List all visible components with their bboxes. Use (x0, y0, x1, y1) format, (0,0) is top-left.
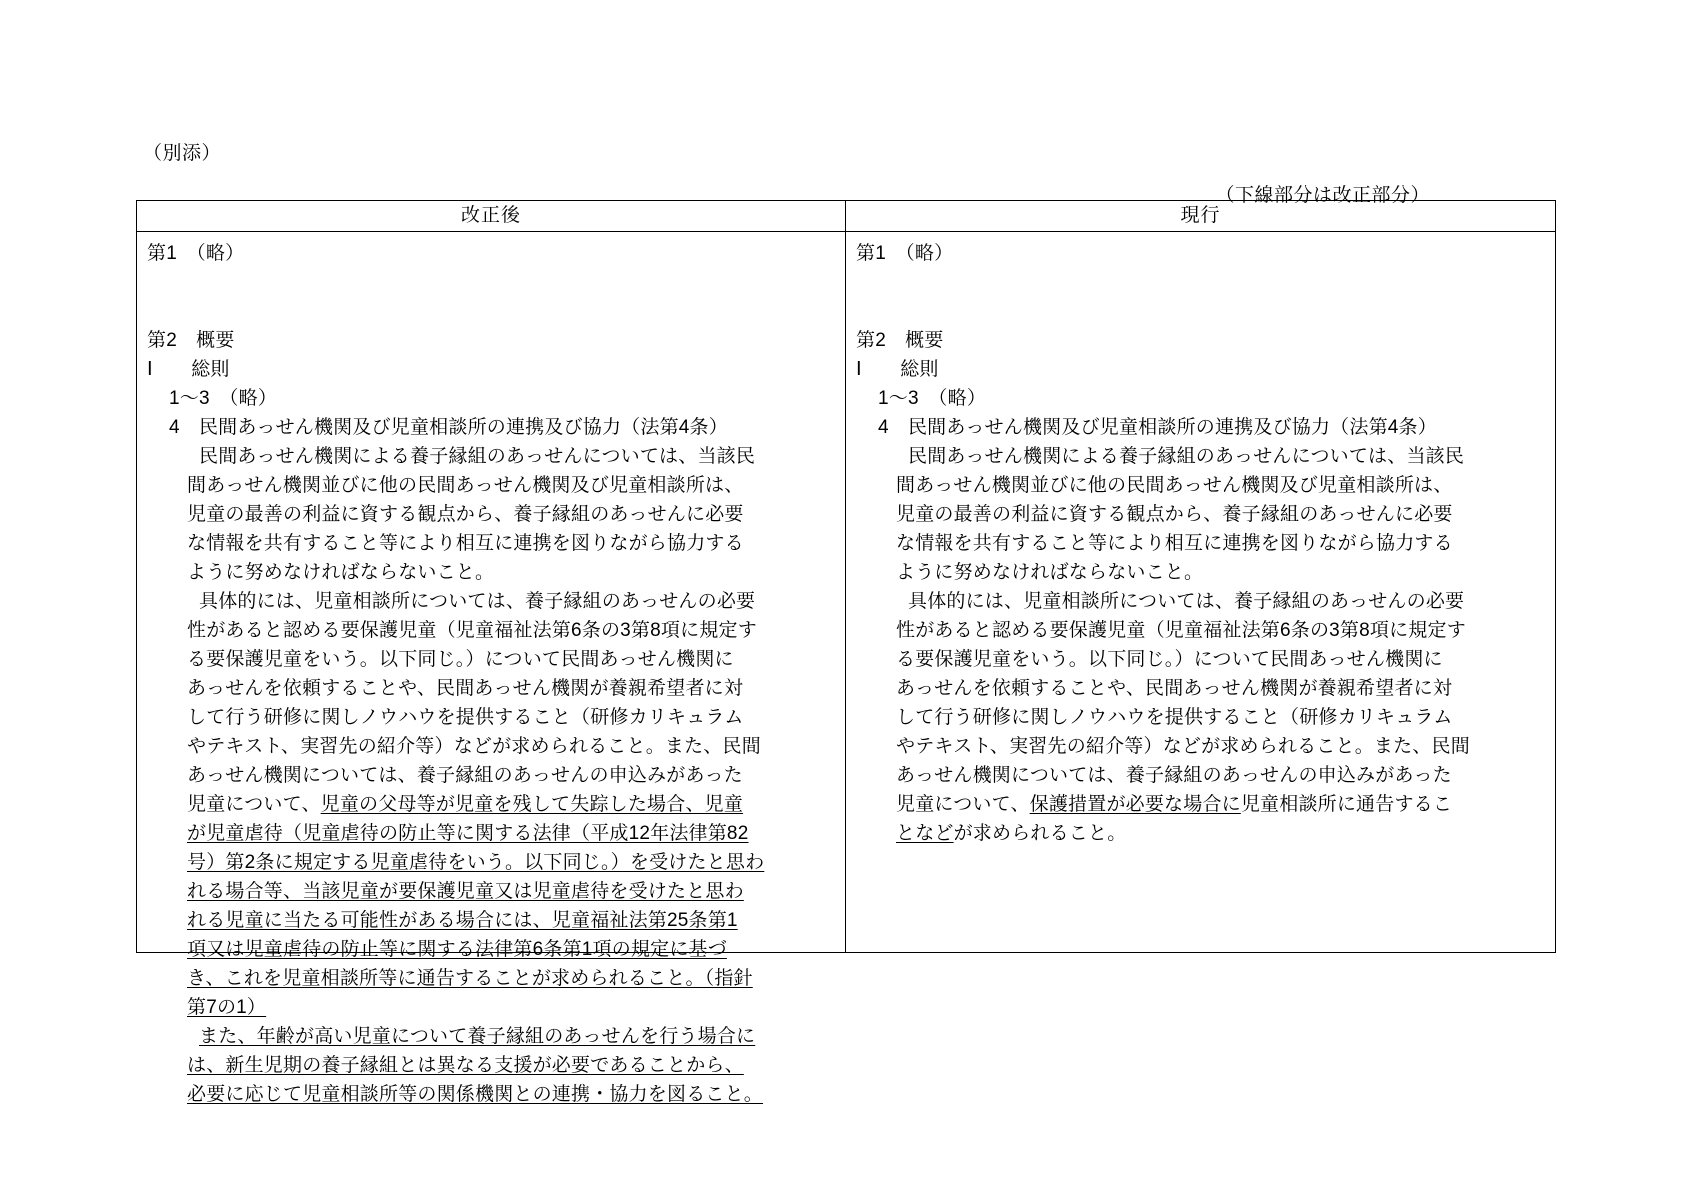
text-run: あっせん機関については、養子縁組のあっせんの申込みがあった (896, 765, 1452, 786)
text-line (147, 239, 835, 268)
text-run: 1〜3 （略） (878, 388, 987, 409)
text-line (147, 616, 835, 645)
table-row (137, 232, 1556, 953)
text-line (856, 297, 1545, 326)
text-run: 4 民間あっせん機関及び児童相談所の連携及び協力（法第4条） (878, 417, 1437, 438)
text-line (147, 674, 835, 703)
text-line (147, 993, 835, 1022)
text-run: 第1 （略） (856, 243, 954, 264)
text-run: 第2 概要 (147, 330, 235, 351)
text-run: ように努めなければならないこと。 (896, 562, 1204, 583)
text-run: ように努めなければならないこと。 (187, 562, 495, 583)
text-run: な情報を共有すること等により相互に連携を図りながら協力する (896, 533, 1453, 554)
text-run-underlined: 保護措置が必要な場合に (1029, 794, 1241, 815)
text-line (856, 703, 1545, 732)
text-run: あっせん機関については、養子縁組のあっせんの申込みがあった (187, 765, 743, 786)
text-run: れる児童に当たる可能性がある場合には、児童福祉法第25条第1 (187, 910, 738, 931)
text-line (856, 500, 1545, 529)
text-run: 児童の最善の利益に資する観点から、養子縁組のあっせんに必要 (896, 504, 1453, 525)
text-line (856, 355, 1545, 384)
text-line (147, 268, 835, 297)
text-run: 児童について、 (896, 794, 1030, 815)
text-run: が児童虐待（児童虐待の防止等に関する法律（平成12年法律第82 (187, 823, 749, 844)
text-line (856, 761, 1545, 790)
text-line (856, 645, 1545, 674)
text-line (147, 645, 835, 674)
text-line (147, 558, 835, 587)
text-run: また、年齢が高い児童について養子縁組のあっせんを行う場合に (199, 1026, 756, 1047)
text-run: 性があると認める要保護児童（児童福祉法第6条の3第8項に規定す (896, 620, 1466, 641)
text-run: あっせんを依頼することや、民間あっせん機関が養親希望者に対 (187, 678, 744, 699)
text-run: 必要に応じて児童相談所等の関係機関との連携・協力を図ること。 (187, 1084, 764, 1105)
text-line (147, 819, 835, 848)
text-line (147, 761, 835, 790)
text-line (147, 413, 835, 442)
current-text-body (846, 232, 1555, 952)
column-header-revised: 改正後 (137, 201, 846, 232)
text-run: 4 民間あっせん機関及び児童相談所の連携及び協力（法第4条） (169, 417, 728, 438)
text-line (147, 529, 835, 558)
text-run: 間あっせん機関並びに他の民間あっせん機関及び児童相談所は、 (896, 475, 1453, 496)
cell-revised (137, 232, 846, 1105)
text-line (856, 616, 1545, 645)
text-run: 具体的には、児童相談所については、養子縁組のあっせんの必要 (199, 591, 756, 612)
text-run: 具体的には、児童相談所については、養子縁組のあっせんの必要 (908, 591, 1465, 612)
text-line (856, 674, 1545, 703)
attachment-label: （別添） (143, 143, 222, 164)
text-line (147, 1022, 835, 1051)
text-line (147, 877, 835, 906)
text-line (856, 239, 1545, 268)
text-run: 第1 （略） (147, 243, 245, 264)
text-run: な情報を共有すること等により相互に連携を図りながら協力する (187, 533, 744, 554)
text-line (147, 906, 835, 935)
text-run: が求められること。 (953, 823, 1127, 844)
text-run: して行う研修に関しノウハウを提供すること（研修カリキュラム (896, 707, 1453, 728)
text-run: き、これを児童相談所等に通告することが求められること。（指針 (187, 968, 753, 989)
text-run: あっせんを依頼することや、民間あっせん機関が養親希望者に対 (896, 678, 1453, 699)
text-line (856, 587, 1545, 616)
text-line (856, 790, 1545, 819)
text-line (147, 964, 835, 993)
text-line (856, 471, 1545, 500)
text-run: る要保護児童をいう。以下同じ。）について民間あっせん機関に (187, 649, 734, 670)
text-run: 間あっせん機関並びに他の民間あっせん機関及び児童相談所は、 (187, 475, 744, 496)
text-line (147, 1080, 835, 1109)
text-run: 性があると認める要保護児童（児童福祉法第6条の3第8項に規定す (187, 620, 757, 641)
text-run: 児童について、 (187, 794, 321, 815)
revised-text-body (137, 232, 845, 1105)
text-line (147, 703, 835, 732)
text-run: やテキスト、実習先の紹介等）などが求められること。また、民間 (187, 736, 761, 757)
text-line (856, 732, 1545, 761)
text-run: Ⅰ 総則 (147, 359, 230, 380)
text-line (856, 819, 1545, 848)
text-line (147, 326, 835, 355)
column-header-current: 現行 (846, 201, 1556, 232)
text-run: 号）第2条に規定する児童虐待をいう。以下同じ。）を受けたと思わ (187, 852, 765, 873)
text-line (147, 297, 835, 326)
text-line (147, 442, 835, 471)
text-run: 第7の1） (187, 997, 267, 1018)
text-run: 児童の最善の利益に資する観点から、養子縁組のあっせんに必要 (187, 504, 744, 525)
text-line (147, 355, 835, 384)
table-header-row (137, 201, 1556, 232)
text-line (147, 471, 835, 500)
text-line (147, 790, 835, 819)
cell-current (846, 232, 1556, 953)
text-run: 児童相談所に通告するこ (1240, 794, 1453, 815)
text-run: 1〜3 （略） (169, 388, 278, 409)
text-line (147, 848, 835, 877)
text-line (856, 384, 1545, 413)
text-line (147, 500, 835, 529)
text-line (147, 1051, 835, 1080)
text-line (856, 413, 1545, 442)
text-line (856, 558, 1545, 587)
text-line (147, 587, 835, 616)
text-run: 項又は児童虐待の防止等に関する法律第6条第1項の規定に基づ (187, 939, 727, 960)
text-run: して行う研修に関しノウハウを提供すること（研修カリキュラム (187, 707, 744, 728)
text-line (856, 442, 1545, 471)
text-run: やテキスト、実習先の紹介等）などが求められること。また、民間 (896, 736, 1470, 757)
text-line (147, 732, 835, 761)
text-run: れる場合等、当該児童が要保護児童又は児童虐待を受けたと思わ (187, 881, 744, 902)
text-line (856, 529, 1545, 558)
text-run: 第2 概要 (856, 330, 944, 351)
comparison-table (136, 200, 1556, 1105)
text-line (856, 326, 1545, 355)
text-run-underlined: 児童の父母等が児童を残して失踪した場合、児童 (320, 794, 744, 815)
text-run-underlined: となど (896, 823, 954, 844)
text-line (147, 935, 835, 964)
text-run: は、新生児期の養子縁組とは異なる支援が必要であることから、 (187, 1055, 744, 1076)
text-run: 民間あっせん機関による養子縁組のあっせんについては、当該民 (908, 446, 1465, 467)
text-run: る要保護児童をいう。以下同じ。）について民間あっせん機関に (896, 649, 1443, 670)
text-run: Ⅰ 総則 (856, 359, 939, 380)
revision-note: （下線部分は改正部分） (1215, 185, 1430, 206)
text-run: 民間あっせん機関による養子縁組のあっせんについては、当該民 (199, 446, 756, 467)
text-line (856, 268, 1545, 297)
text-line (147, 384, 835, 413)
